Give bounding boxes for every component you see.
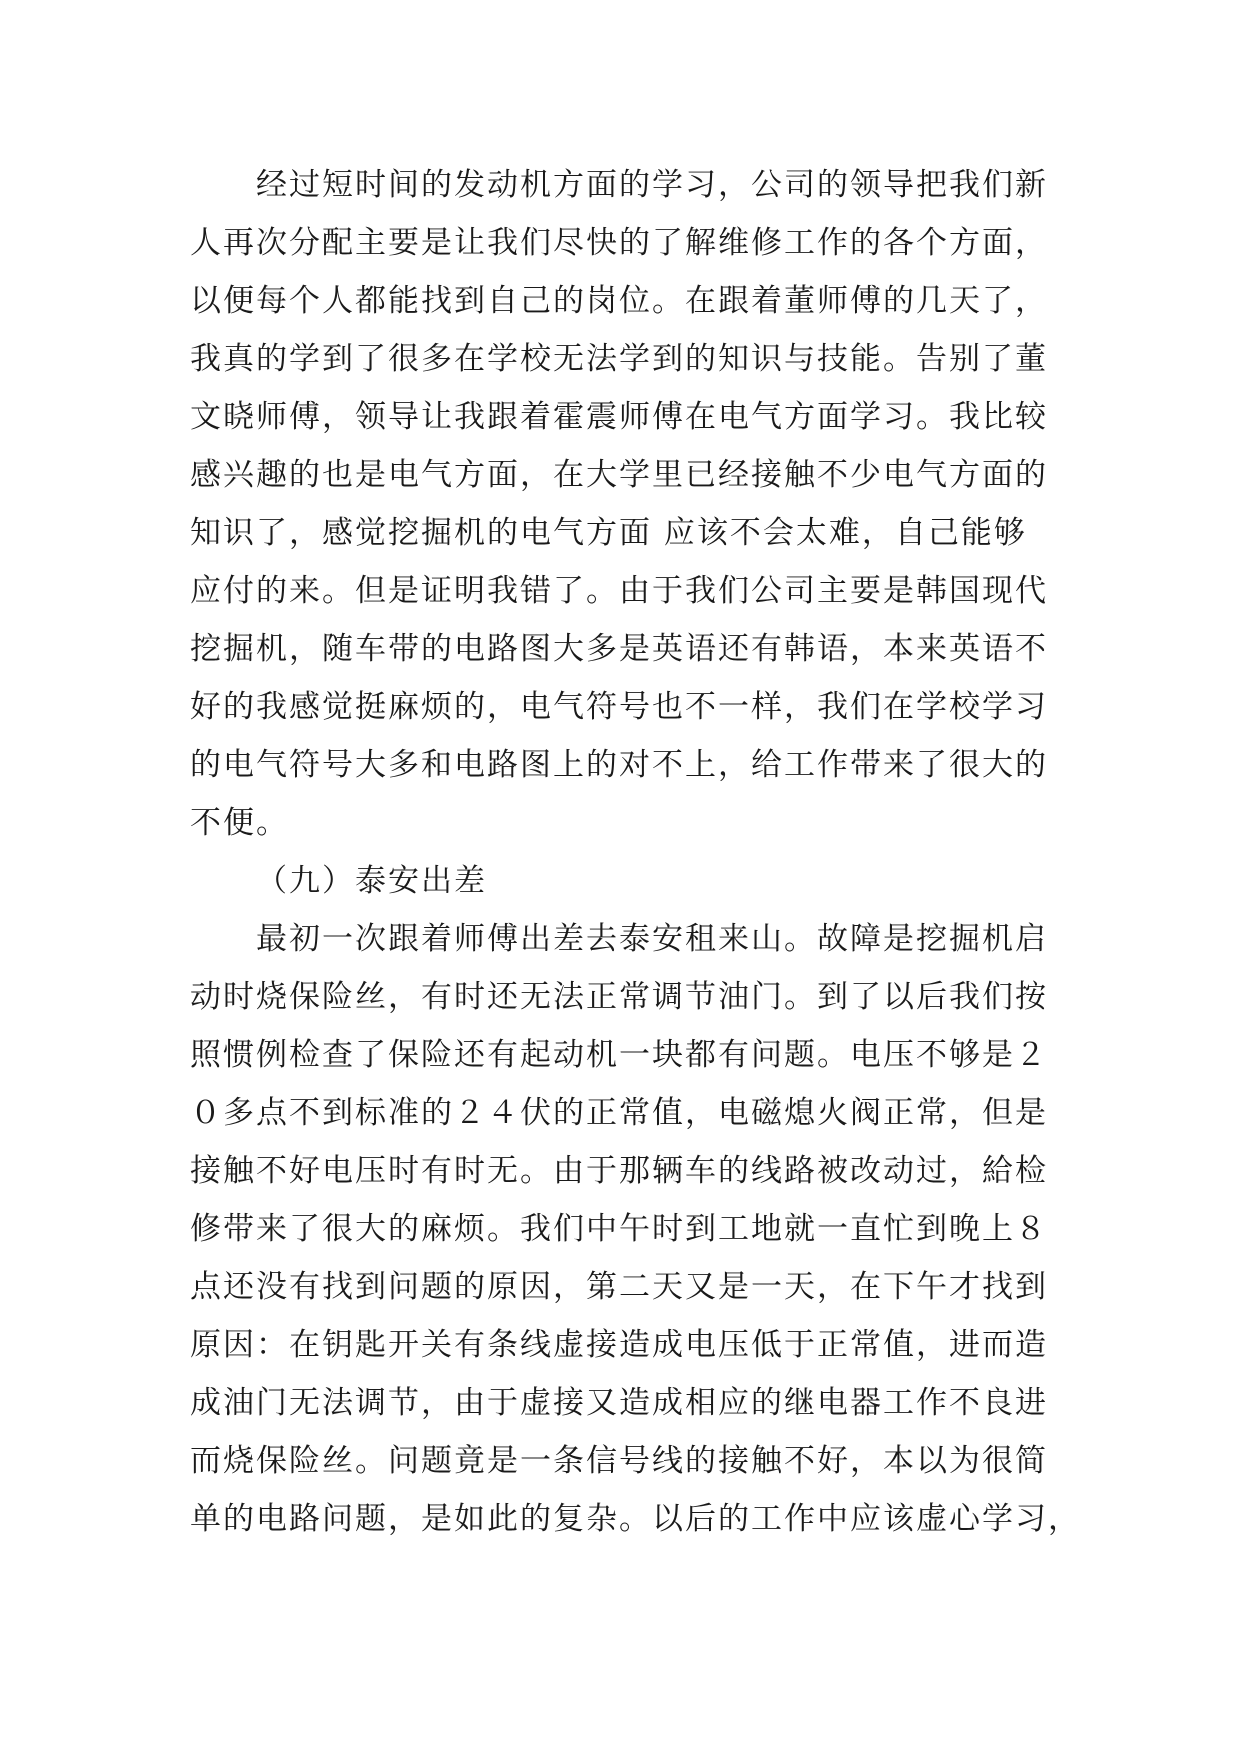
paragraph-2-line: 成油门无法调节，由于虚接又造成相应的继电器工作不良进: [190, 1385, 1048, 1421]
document-body: [190, 156, 1081, 1548]
paragraph-1-line: 文晓师傅，领导让我跟着霍震师傅在电气方面学习。我比较: [190, 399, 1048, 435]
paragraph-1-line: 的电气符号大多和电路图上的对不上，给工作带来了很大的: [190, 747, 1048, 783]
paragraph-1-line: 感兴趣的也是电气方面，在大学里已经接触不少电气方面的: [190, 457, 1048, 493]
paragraph-1-line: 好的我感觉挺麻烦的，电气符号也不一样，我们在学校学习: [190, 689, 1048, 725]
paragraph-2-line: 原因：在钥匙开关有条线虚接造成电压低于正常值，进而造: [190, 1327, 1048, 1363]
paragraph-2-line: 而烧保险丝。问题竟是一条信号线的接触不好，本以为很简: [190, 1443, 1048, 1479]
paragraph-2-line: 接触不好电压时有时无。由于那辆车的线路被改动过，給检: [190, 1153, 1048, 1189]
paragraph-1-line: 我真的学到了很多在学校无法学到的知识与技能。告别了董: [190, 341, 1048, 377]
paragraph-1-line: 知识了，感觉挖掘机的电气方面 应该不会太难，自己能够: [190, 515, 1027, 551]
paragraph-2-line: 照惯例检查了保险还有起动机一块都有问题。电压不够是２: [190, 1037, 1048, 1073]
paragraph-2-line: ０多点不到标准的２４伏的正常值，电磁熄火阀正常，但是: [190, 1095, 1048, 1131]
paragraph-2-line: 动时烧保险丝，有时还无法正常调节油门。到了以后我们按: [190, 979, 1048, 1015]
paragraph-2-line: 单的电路问题，是如此的复杂。以后的工作中应该虚心学习，: [190, 1501, 1081, 1537]
paragraph-2-line: 最初一次跟着师傅出差去泰安租来山。故障是挖掘机启: [256, 921, 1048, 957]
paragraph-2-line: 修带来了很大的麻烦。我们中午时到工地就一直忙到晚上８: [190, 1211, 1048, 1247]
paragraph-1-line: 不便。: [190, 805, 289, 841]
paragraph-1-line: 人再次分配主要是让我们尽快的了解维修工作的各个方面，: [190, 225, 1048, 261]
paragraph-1-line: 应付的来。但是证明我错了。由于我们公司主要是韩国现代: [190, 573, 1048, 609]
section-heading: （九）泰安出差: [256, 863, 487, 899]
paragraph-1-line: 以便每个人都能找到自己的岗位。在跟着董师傅的几天了，: [190, 283, 1048, 319]
paragraph-1-line: 挖掘机，随车带的电路图大多是英语还有韩语，本来英语不: [190, 631, 1048, 667]
paragraph-1-line: 经过短时间的发动机方面的学习，公司的领导把我们新: [256, 167, 1048, 203]
paragraph-2-line: 点还没有找到问题的原因，第二天又是一天，在下午才找到: [190, 1269, 1048, 1305]
